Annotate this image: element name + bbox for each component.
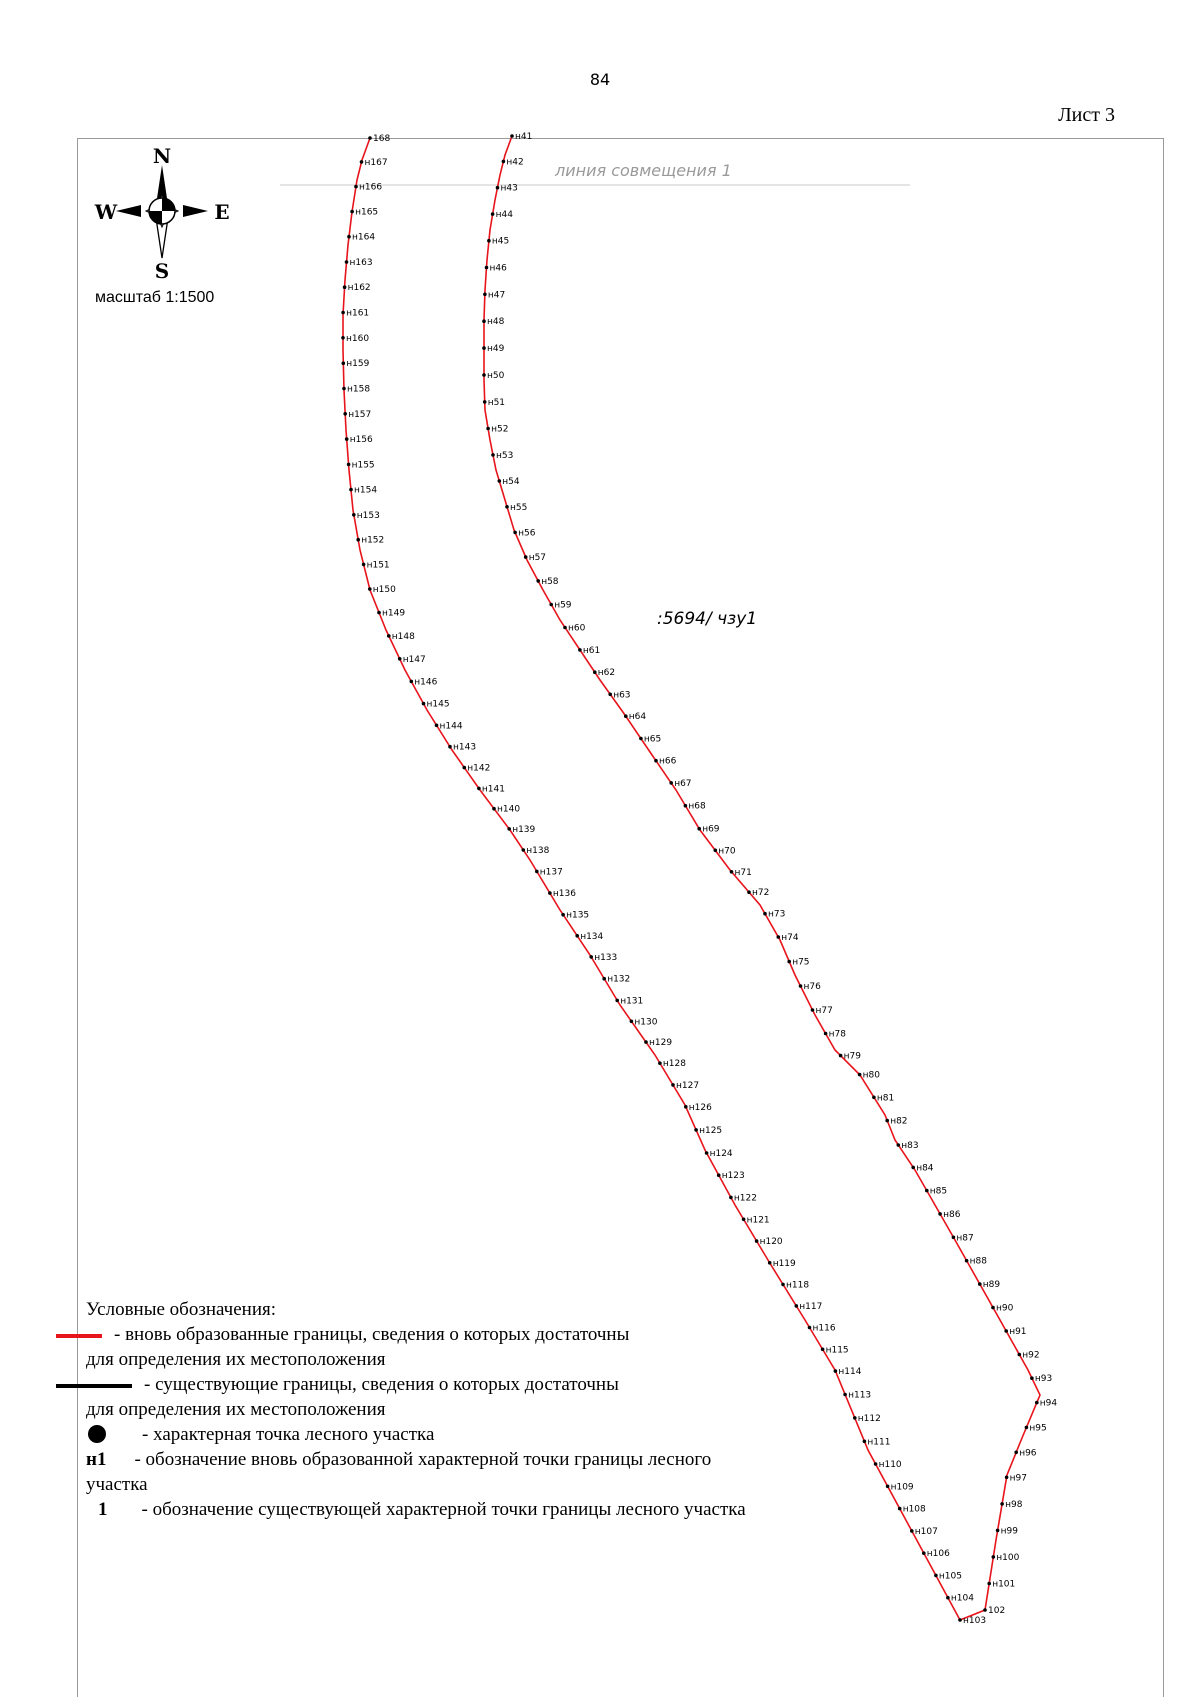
point-label: н156 [349, 435, 373, 446]
point-label: н167 [364, 157, 388, 168]
point-label: н143 [453, 742, 477, 753]
boundary-point [839, 1054, 843, 1058]
boundary-point [483, 400, 487, 404]
point-label: н164 [352, 232, 376, 243]
point-label: н55 [510, 502, 528, 513]
compass-icon [94, 144, 230, 283]
boundary-point [377, 611, 381, 615]
point-label: н83 [901, 1141, 919, 1151]
point-label: н130 [634, 1017, 658, 1028]
point-label: н97 [1009, 1473, 1027, 1484]
point-label: н123 [721, 1171, 745, 1182]
boundary-point [1030, 1376, 1034, 1380]
point-label: н126 [688, 1102, 712, 1113]
boundary-point [992, 1555, 996, 1559]
boundary-point [482, 319, 486, 323]
boundary-point [705, 1151, 709, 1155]
boundary-point [410, 680, 414, 684]
boundary-point [492, 807, 496, 811]
point-label: н121 [746, 1215, 770, 1226]
point-label: н163 [349, 258, 373, 268]
boundary-point [858, 1073, 862, 1077]
point-label: н85 [929, 1186, 948, 1197]
boundary-point [505, 505, 509, 509]
point-label: н136 [552, 889, 576, 900]
point-label: н50 [487, 371, 505, 381]
point-label: н150 [372, 585, 396, 595]
point-label: н92 [1022, 1350, 1040, 1361]
boundary-point [398, 657, 402, 661]
boundary-point [341, 311, 345, 315]
point-label: н132 [607, 974, 631, 985]
point-label: н72 [752, 888, 770, 899]
point-label: н61 [582, 645, 601, 656]
point-label: н57 [528, 553, 547, 564]
black-line-symbol [56, 1384, 132, 1388]
point-label: н157 [348, 409, 372, 420]
point-label: н47 [487, 290, 506, 301]
point-label: н127 [676, 1080, 700, 1091]
point-label: н116 [812, 1323, 836, 1334]
boundary-point [350, 210, 354, 214]
point-label: н78 [828, 1029, 846, 1040]
point-label: н155 [351, 460, 375, 471]
point-label: н54 [502, 477, 520, 487]
point-label: 102 [988, 1606, 1006, 1616]
boundary-point [644, 1040, 648, 1044]
boundary-point [362, 563, 366, 567]
boundary-point [1000, 1502, 1004, 1506]
boundary-point [602, 977, 606, 981]
boundary-point [910, 1529, 914, 1533]
boundary-point [387, 634, 391, 638]
point-label: н75 [792, 957, 810, 968]
boundary-point [1014, 1451, 1018, 1455]
boundary-point [729, 1196, 733, 1200]
boundary-point [477, 787, 481, 791]
point-dot-icon [88, 1425, 106, 1443]
boundary-point [897, 1143, 901, 1147]
point-label: н51 [487, 397, 506, 408]
boundary-point [536, 579, 540, 583]
boundary-point [747, 890, 751, 894]
boundary-point [624, 714, 628, 718]
boundary-point [925, 1189, 929, 1193]
boundary-point [730, 870, 734, 874]
new-point-symbol: н1 [86, 1449, 107, 1470]
boundary-point [435, 724, 439, 728]
point-label: н133 [594, 952, 618, 963]
point-label: н165 [355, 207, 379, 218]
point-label: н53 [496, 450, 514, 461]
alignment-line-label: линия совмещения 1 [555, 161, 732, 180]
boundary-point [922, 1551, 926, 1555]
boundary-point [535, 870, 539, 874]
point-label: н81 [876, 1093, 895, 1104]
boundary-point [360, 160, 364, 164]
point-label: н159 [346, 359, 370, 370]
boundary-point [513, 531, 517, 535]
boundary-point [589, 955, 593, 959]
point-label: н96 [1019, 1448, 1037, 1459]
point-label: н117 [799, 1301, 823, 1312]
boundary-point [658, 1061, 662, 1065]
point-label: н86 [943, 1209, 961, 1220]
boundary-point [714, 849, 718, 853]
point-label: н142 [467, 763, 491, 774]
boundary-point [485, 266, 489, 270]
point-label: н103 [963, 1616, 987, 1626]
boundary-point [578, 648, 582, 652]
point-label: н84 [916, 1163, 934, 1174]
point-label: н122 [733, 1193, 757, 1204]
legend-item-point: - характерная точка лесного участка [86, 1422, 986, 1447]
point-label: 168 [373, 134, 391, 144]
existing-point-symbol: 1 [98, 1499, 108, 1520]
boundary-point [824, 1032, 828, 1036]
boundary-point [448, 745, 452, 749]
boundary-point [422, 702, 426, 706]
point-label: н87 [956, 1233, 974, 1244]
point-label: н119 [772, 1258, 796, 1269]
point-label: н137 [539, 867, 563, 878]
legend-item-existing-boundary-cont: для определения их местоположения [86, 1399, 386, 1420]
boundary-point [697, 827, 701, 831]
boundary-point [496, 186, 500, 190]
point-label: н76 [803, 982, 821, 992]
point-label: н166 [359, 182, 383, 193]
boundary-point [352, 513, 356, 517]
boundary-point [487, 239, 491, 243]
boundary-point [669, 781, 673, 785]
legend-item-existing-point-label: 1 - обозначение существующей характерной точки границы лесного участка [98, 1499, 746, 1520]
point-label: н106 [926, 1549, 950, 1560]
boundary-point [349, 488, 353, 492]
legend-item-existing-boundary: - существующие границы, сведения о которых достаточны [86, 1372, 986, 1397]
point-label: н129 [649, 1038, 673, 1049]
boundary-point [507, 827, 511, 831]
point-label: н100 [996, 1552, 1020, 1563]
point-label: н80 [862, 1070, 880, 1081]
boundary-point [522, 848, 526, 852]
point-label: н95 [1029, 1423, 1047, 1434]
boundary-point [1025, 1426, 1029, 1430]
boundary-point [491, 212, 495, 216]
legend-item-new-boundary: - вновь образованные границы, сведения о которых достаточны [86, 1322, 986, 1347]
point-label: н48 [487, 317, 505, 328]
boundary-point [1035, 1401, 1039, 1405]
compass-south-label: S [154, 259, 170, 283]
point-label: н160 [346, 333, 370, 344]
point-label: н161 [346, 308, 370, 319]
point-label: н59 [554, 600, 572, 611]
point-label: н88 [969, 1256, 987, 1267]
boundary-point [684, 1105, 688, 1109]
boundary-point [356, 538, 360, 542]
point-label: н93 [1034, 1374, 1053, 1385]
boundary-point [368, 587, 372, 591]
point-label: н141 [481, 784, 505, 795]
boundary-point [787, 960, 791, 964]
point-label: н77 [815, 1006, 833, 1016]
point-label: н147 [402, 654, 426, 665]
legend [86, 1297, 986, 1522]
legend-item-new-boundary-cont: для определения их местоположения [86, 1349, 386, 1370]
boundary-point [548, 891, 552, 895]
boundary-point [524, 555, 528, 559]
boundary-point [347, 235, 351, 239]
boundary-point [575, 934, 579, 938]
boundary-point [342, 361, 346, 365]
boundary-point [872, 1096, 876, 1100]
point-label: н146 [414, 677, 438, 688]
point-label: н60 [568, 623, 586, 634]
boundary-point [561, 913, 565, 917]
sheet-label: Лист 3 [1058, 104, 1115, 126]
boundary-point [694, 1128, 698, 1132]
compass-north-label: N [152, 144, 172, 168]
point-label: н46 [489, 263, 507, 274]
point-label: н111 [867, 1437, 891, 1448]
point-label: н139 [512, 824, 536, 835]
boundary-point [885, 1119, 889, 1123]
boundary-point [345, 260, 349, 264]
point-label: н138 [526, 846, 550, 856]
point-label: н151 [366, 560, 390, 571]
point-label: н125 [699, 1125, 723, 1136]
point-label: н135 [566, 910, 590, 921]
point-label: н73 [768, 909, 786, 920]
boundary-point [978, 1282, 982, 1286]
point-label: н107 [914, 1526, 938, 1537]
red-line-symbol [56, 1334, 102, 1338]
point-label: н89 [982, 1280, 1001, 1291]
point-label: н71 [734, 867, 752, 878]
point-label: н113 [848, 1390, 872, 1401]
point-label: н52 [491, 424, 509, 435]
legend-item-new-point-label: н1 - обозначение вновь образованной характерной точки границы лесного [86, 1449, 712, 1470]
point-label: н68 [688, 801, 706, 812]
point-label: н42 [506, 157, 524, 168]
point-label: н82 [890, 1116, 908, 1127]
point-label: н148 [391, 631, 415, 642]
boundary-point [341, 336, 345, 340]
point-label: н74 [781, 933, 799, 943]
point-label: н56 [518, 528, 536, 539]
boundary-point [768, 1261, 772, 1265]
point-label: н49 [487, 344, 505, 355]
point-label: н70 [718, 846, 736, 857]
boundary-point [563, 626, 567, 630]
boundary-point [742, 1218, 746, 1222]
point-label: н118 [786, 1280, 810, 1291]
boundary-point [345, 437, 349, 441]
point-label: н114 [838, 1367, 862, 1378]
boundary-point [502, 160, 506, 164]
boundary-point [354, 185, 358, 189]
point-label: н110 [878, 1460, 902, 1470]
boundary-point [483, 293, 487, 297]
boundary-point [755, 1239, 759, 1243]
point-label: н62 [597, 668, 616, 679]
point-label: н131 [620, 996, 644, 1007]
point-label: н63 [613, 690, 631, 701]
point-label: н134 [580, 931, 604, 942]
boundary-point [991, 1306, 995, 1310]
compass-east-label: E [214, 200, 230, 224]
point-label: н66 [659, 756, 677, 767]
boundary-point [987, 1582, 991, 1586]
boundary-point [938, 1212, 942, 1216]
boundary-point [1005, 1476, 1009, 1480]
legend-title: Условные обозначения: [86, 1299, 277, 1320]
point-label: н44 [495, 210, 513, 221]
boundary-point [671, 1083, 675, 1087]
point-label: н120 [759, 1237, 783, 1248]
boundary-point [952, 1236, 956, 1240]
boundary-point [911, 1166, 915, 1170]
boundary-point [996, 1529, 1000, 1533]
point-label: н43 [500, 183, 518, 194]
point-label: н101 [992, 1579, 1016, 1590]
point-label: н98 [1005, 1499, 1023, 1510]
point-label: н162 [347, 283, 371, 294]
boundary-point [811, 1008, 815, 1012]
point-label: н94 [1039, 1398, 1058, 1409]
point-label: н112 [857, 1413, 881, 1424]
point-label: н79 [843, 1051, 861, 1062]
scale-label: масштаб 1:1500 [95, 289, 215, 306]
boundary-point [342, 387, 346, 391]
boundary-point [630, 1020, 634, 1024]
boundary-point [717, 1173, 721, 1177]
point-label: н128 [662, 1059, 686, 1070]
boundary-point [368, 136, 372, 140]
boundary-point [482, 373, 486, 377]
point-label: н109 [890, 1482, 914, 1493]
boundary-point [946, 1596, 950, 1600]
point-label: н108 [902, 1504, 926, 1515]
boundary-point [510, 134, 514, 138]
point-label: н145 [426, 699, 450, 710]
point-label: н144 [439, 721, 463, 732]
point-label: н41 [515, 132, 533, 142]
boundary-point [343, 285, 347, 289]
point-label: н69 [702, 824, 720, 835]
boundary-point [799, 984, 803, 988]
point-label: н115 [825, 1345, 849, 1356]
point-label: н149 [382, 608, 406, 619]
boundary-point [615, 999, 619, 1003]
compass-west-label: W [94, 200, 118, 224]
point-label: н65 [643, 734, 662, 745]
point-label: н91 [1009, 1327, 1027, 1337]
point-label: н140 [497, 804, 521, 815]
point-label: н105 [938, 1571, 962, 1582]
point-label: н90 [996, 1303, 1014, 1314]
boundary-point [1018, 1353, 1022, 1357]
boundary-point [781, 1283, 785, 1287]
boundary-point [608, 693, 612, 697]
boundary-point [463, 766, 467, 770]
point-label: н67 [674, 778, 692, 789]
point-label: н158 [347, 384, 371, 395]
point-label: н99 [1000, 1526, 1018, 1537]
boundary-point [983, 1608, 987, 1612]
boundary-point [347, 463, 351, 467]
point-label: н153 [356, 510, 380, 521]
boundary-point [777, 935, 781, 939]
point-label: н154 [354, 485, 378, 496]
boundary-point [684, 804, 688, 808]
boundary-point [593, 670, 597, 674]
boundary-point [482, 346, 486, 350]
boundary-point [958, 1618, 962, 1622]
boundary-point [549, 603, 553, 607]
boundary-point [343, 412, 347, 416]
point-label: н45 [491, 236, 510, 247]
boundary-point [763, 912, 767, 916]
boundary-point [1004, 1329, 1008, 1333]
boundary-point [498, 479, 502, 483]
boundary-point [491, 453, 495, 457]
page-number: 84 [589, 70, 611, 89]
point-label: н58 [541, 576, 559, 587]
point-label: н64 [628, 712, 647, 723]
parcel-label: :5694/ чзу1 [657, 609, 758, 629]
boundary-point [486, 427, 490, 431]
boundary-point [934, 1574, 938, 1578]
point-label: н104 [950, 1593, 974, 1604]
boundary-point [965, 1259, 969, 1263]
point-label: н124 [709, 1149, 733, 1159]
point-label: н152 [361, 535, 385, 546]
legend-item-new-point-label-cont: участка [86, 1474, 148, 1495]
boundary-point [654, 759, 658, 763]
boundary-point [639, 737, 643, 741]
